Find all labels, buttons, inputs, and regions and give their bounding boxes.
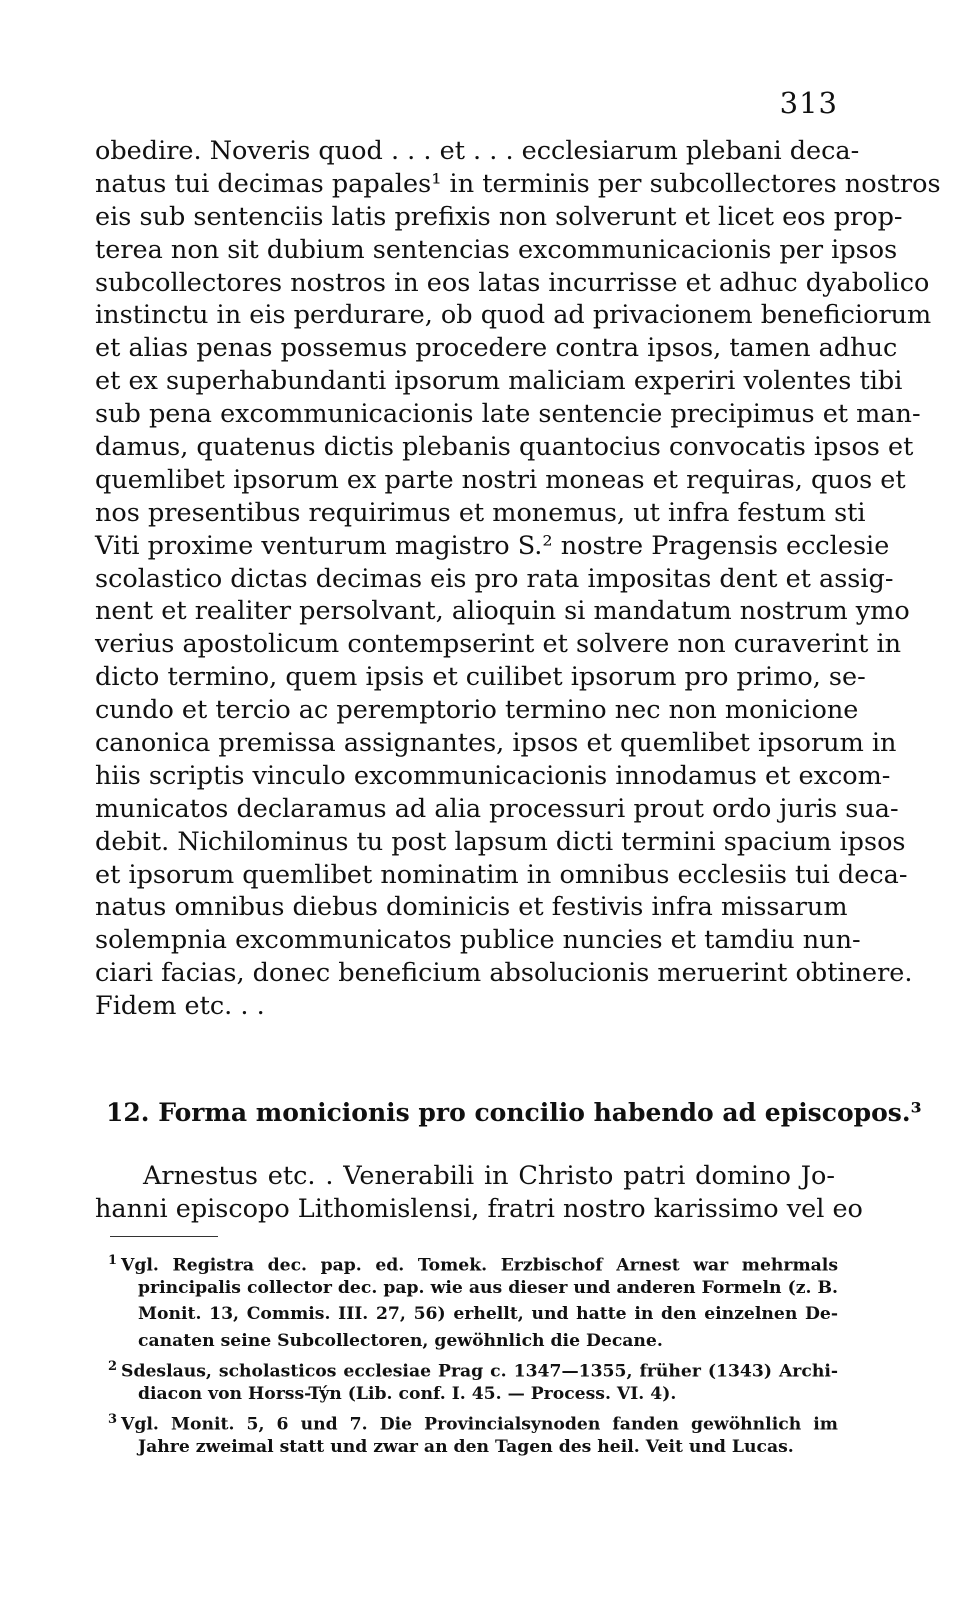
footnote-line [108, 1407, 838, 1434]
body-line: obedire. Noveris quod . . . et . . . ecclesiarum plebani deca- [95, 136, 860, 166]
footnote-line [108, 1328, 838, 1355]
footnote-line [108, 1301, 838, 1328]
body-line: nent et realiter persolvant, alioquin si mandatum nostrum ymo [95, 596, 910, 627]
intro-line: Arnestus etc. . Venerabili in Christo patri domino Jo- [143, 1161, 835, 1191]
footnote [108, 1407, 838, 1460]
footnote-text: canaten seine Subcollectoren, gewöhnlich die Decane. [138, 1330, 663, 1351]
footnote [108, 1354, 838, 1407]
body-line: canonica premissa assignantes, ipsos et quemlibet ipsorum in [95, 728, 897, 759]
intro-line: hanni episcopo Lithomislensi, fratri nostro karissimo vel eo [95, 1193, 863, 1224]
body-line: ciari facias, donec beneficium absolucionis meruerint obtinere. [95, 958, 913, 989]
body-line: et alias penas possemus procedere contra ipsos, tamen adhuc [95, 333, 898, 364]
footnote-text: diacon von Horss-Týn (Lib. conf. I. 45. — Process. VI. 4). [138, 1383, 677, 1404]
body-line: hiis scriptis vinculo excommunicacionis innodamus et excom- [95, 760, 891, 791]
footnote-line [108, 1354, 838, 1381]
footnotes [108, 1248, 838, 1460]
footnote-text: Vgl. Monit. 5, 6 und 7. Die Provincialsynoden fanden gewöhnlich im [121, 1414, 838, 1435]
body-line: et ex superhabundanti ipsorum maliciam experiri volentes tibi [95, 366, 903, 397]
body-line: scolastico dictas decimas eis pro rata impositas dent et assig- [95, 563, 894, 594]
body-line: quemlibet ipsorum ex parte nostri moneas et requiras, quos et [95, 464, 906, 495]
body-line: debit. Nichilominus tu post lapsum dicti termini spacium ipsos [95, 826, 906, 857]
body-line: subcollectores nostros in eos latas incurrisse et adhuc dyabolico [95, 267, 930, 298]
footnote-text: Jahre zweimal statt und zwar an den Tagen des heil. Veit und Lucas. [138, 1436, 794, 1457]
body-line: nos presentibus requirimus et monemus, ut infra festum sti [95, 497, 866, 528]
footnote-line [108, 1381, 838, 1408]
intro-text [95, 1160, 863, 1226]
body-line: Viti proxime venturum magistro S.² nostre Pragensis ecclesie [95, 530, 890, 561]
footnote-line [108, 1248, 838, 1275]
footnote-line [108, 1275, 838, 1302]
body-line: instinctu in eis perdurare, ob quod ad privacionem beneficiorum [95, 300, 932, 331]
body-line: verius apostolicum contempserint et solvere non curaverint in [95, 629, 902, 660]
body-line: terea non sit dubium sentencias excommunicacionis per ipsos [95, 234, 898, 265]
footnote-line [108, 1434, 838, 1461]
footnote-text: Monit. 13, Commis. III. 27, 56) erhellt, und hatte in den einzelnen De- [138, 1304, 838, 1324]
body-line: municatos declaramus ad alia processuri prout ordo juris sua- [95, 793, 899, 824]
body-text [95, 135, 941, 1023]
body-line: Fidem etc. . . [95, 991, 265, 1022]
body-line: damus, quatenus dictis plebanis quantocius convocatis ipsos et [95, 432, 914, 463]
footnote-text: Sdeslaus, scholasticos ecclesiae Prag c. 1347—1355, früher (1343) Archi- [121, 1361, 838, 1382]
footnote-rule [110, 1236, 218, 1237]
footnote-marker: 2 [108, 1359, 118, 1374]
body-line: cundo et tercio ac peremptorio termino nec non monicione [95, 695, 859, 726]
body-line: dicto termino, quem ipsis et cuilibet ipsorum pro primo, se- [95, 662, 866, 693]
body-line: natus tui decimas papales¹ in terminis per subcollectores nostros [95, 168, 941, 199]
footnote-text: principalis collector dec. pap. wie aus dieser und anderen Formeln (z. B. [138, 1277, 838, 1298]
footnote-marker: 3 [108, 1412, 118, 1427]
page-number: 313 [779, 86, 838, 120]
footnote [108, 1248, 838, 1354]
body-line: sub pena excommunicacionis late sentencie precipimus et man- [95, 399, 921, 430]
body-line: eis sub sentenciis latis prefixis non solverunt et licet eos prop- [95, 201, 903, 232]
body-line: et ipsorum quemlibet nominatim in omnibus ecclesiis tui deca- [95, 859, 908, 890]
body-line: natus omnibus diebus dominicis et festivis infra missarum [95, 892, 848, 923]
footnote-text: Vgl. Registra dec. pap. ed. Tomek. Erzbischof Arnest war mehrmals [121, 1255, 838, 1276]
body-line: solempnia excommunicatos publice nuncies et tamdiu nun- [95, 925, 861, 956]
section-heading: 12. Forma monicionis pro concilio habendo ad episcopos.³ [106, 1098, 922, 1127]
footnote-marker: 1 [108, 1253, 118, 1268]
